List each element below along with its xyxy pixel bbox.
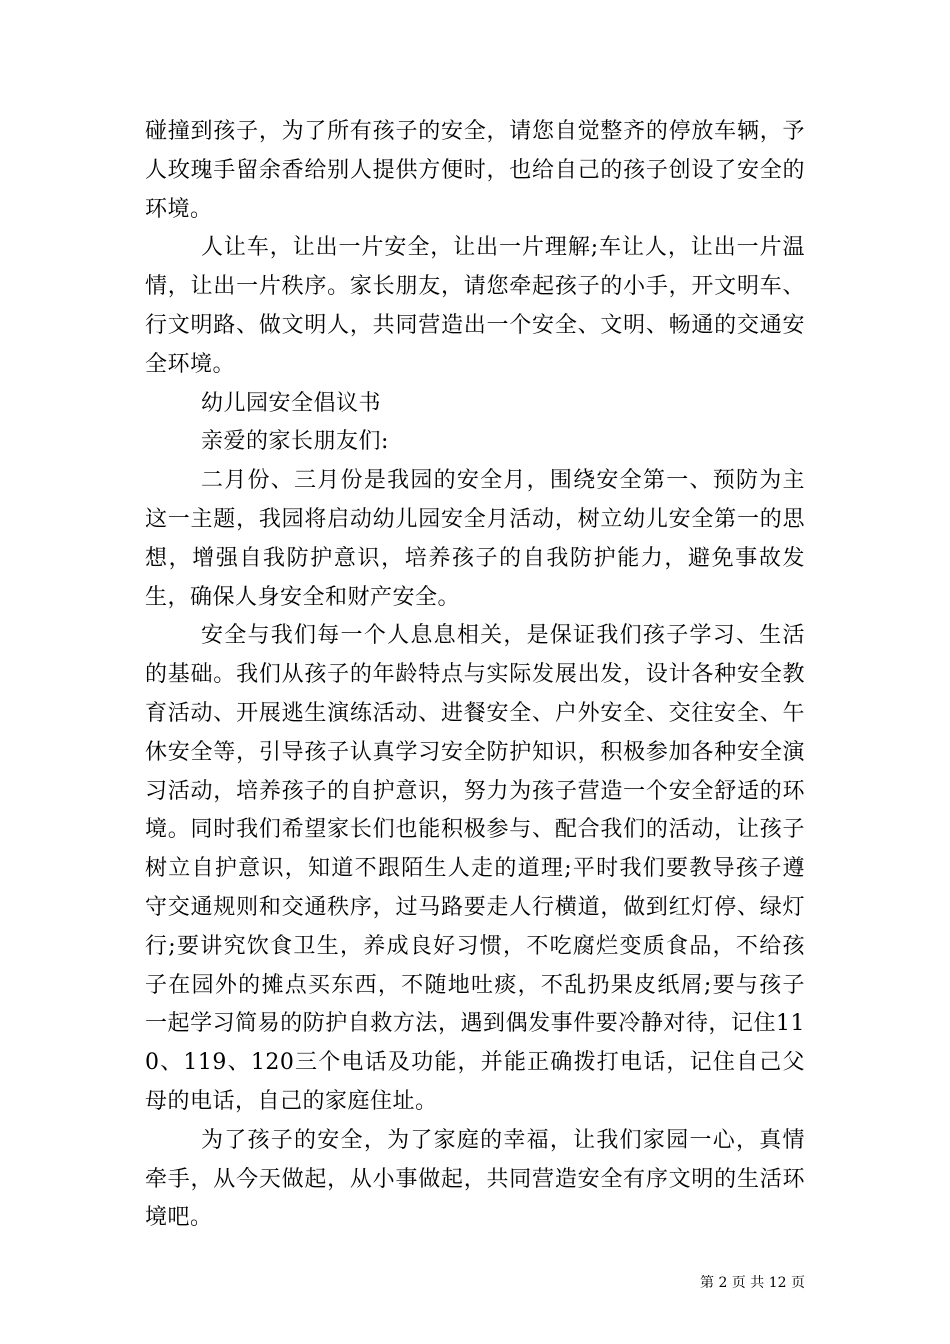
paragraph-continuation: 碰撞到孩子，为了所有孩子的安全，请您自觉整齐的停放车辆，予人玫瑰手留余香给别人提供方便时，也给自己的孩子创设了安全的环境。 bbox=[145, 119, 805, 222]
paragraph-closing: 为了孩子的安全，为了家庭的幸福，让我们家园一心，真情牵手，从今天做起，从小事做起，共同营造安全有序文明的生活环境吧。 bbox=[145, 1127, 805, 1231]
document-title: 幼儿园安全倡议书 bbox=[201, 390, 382, 416]
salutation: 亲爱的家长朋友们: bbox=[201, 429, 389, 455]
document-body bbox=[145, 113, 805, 1238]
paragraph-traffic: 人让车，让出一片安全，让出一片理解;车让人，让出一片温情，让出一片秩序。家长朋友，请您牵起孩子的小手，开文明车、行文明路、做文明人，共同营造出一个安全、文明、畅通的交通安全环境。 bbox=[145, 235, 805, 377]
page-number: 第 2 页 共 12 页 bbox=[700, 1275, 805, 1291]
paragraph-safety-month: 二月份、三月份是我园的安全月，围绕安全第一、预防为主这一主题，我园将启动幼儿园安全月活动，树立幼儿安全第一的思想，增强自我防护意识，培养孩子的自我防护能力，避免事故发生，确保人身安全和财产安全。 bbox=[145, 468, 805, 610]
paragraph-safety-education: 安全与我们每一个人息息相关，是保证我们孩子学习、生活的基础。我们从孩子的年龄特点与实际发展出发，设计各种安全教育活动、开展逃生演练活动、进餐安全、户外安全、交往安全、午休安全等，引导孩子认真学习安全防护知识，积极参加各种安全演习活动，培养孩子的自护意识，努力为孩子营造一个安全舒适的环境。同时我们希望家长们也能积极参与、配合我们的活动，让孩子树立自护意识，知道不跟陌生人走的道理;平时我们要教导孩子遵守交通规则和交通秩序，过马路要走人行横道，做到红灯停、绿灯行;要讲究饮食卫生，养成良好习惯，不吃腐烂变质食品，不给孩子在园外的摊点买东西，不随地吐痰，不乱扔果皮纸屑;要与孩子一起学习简易的防护自救方法，遇到偶发事件要冷静对待，记住110、119、120三个电话及功能，并能正确拨打电话，记住自己父母的电话，自己的家庭住址。 bbox=[145, 623, 805, 1114]
